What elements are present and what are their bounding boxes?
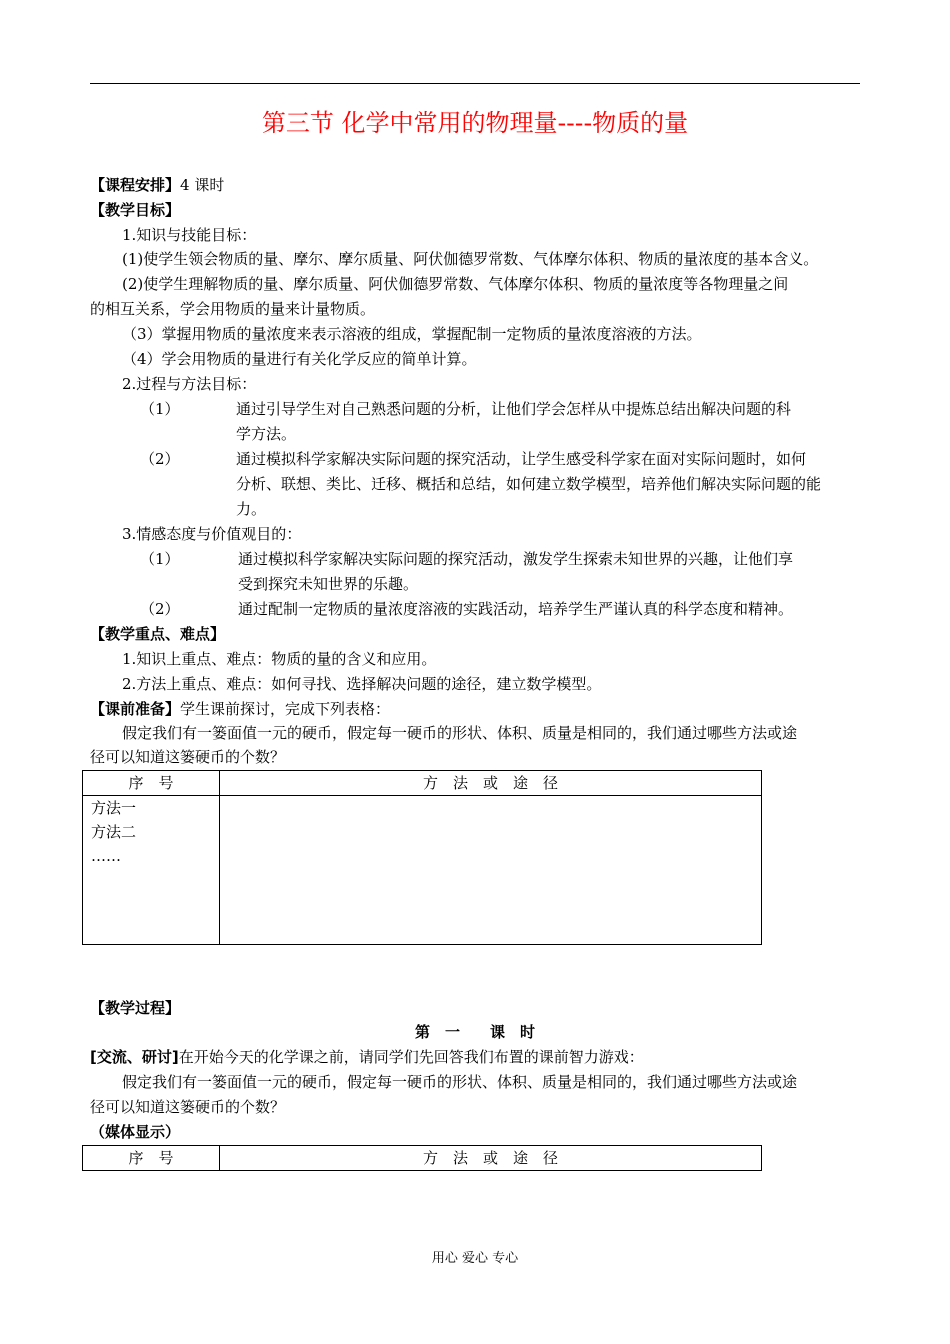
keypoint-item: 1.知识上重点、难点：物质的量的含义和应用。 [122, 650, 437, 668]
page-footer: 用心 爱心 专心 [431, 1251, 519, 1266]
goal3-item-text: 通过模拟科学家解决实际问题的探究活动，激发学生探索未知世界的兴趣，让他们享 [238, 550, 794, 568]
header-rule [90, 83, 860, 84]
page-title: 第三节 化学中常用的物理量----物质的量 [261, 109, 689, 137]
media-label: （媒体显示） [90, 1123, 181, 1141]
goal2-item-text: 力。 [236, 500, 267, 518]
prep-label: 【课前准备】 [90, 700, 181, 718]
process-question: 径可以知道这篓硬币的个数？ [90, 1098, 286, 1116]
prep-question: 假定我们有一篓面值一元的硬币，假定每一硬币的形状、体积、质量是相同的，我们通过哪些方法或途 [122, 724, 798, 742]
goals-heading: 【教学目标】 [90, 201, 181, 219]
prep-text: 学生课前探讨，完成下列表格： [180, 700, 391, 718]
prep-question: 径可以知道这篓硬币的个数？ [90, 748, 286, 766]
table-cell-text: …… [91, 847, 121, 865]
schedule-value: 4 课时 [180, 176, 225, 194]
goal2-item-text: 分析、联想、类比、迁移、概括和总结，如何建立数学模型，培养他们解决实际问题的能 [236, 475, 822, 493]
schedule-line [90, 174, 224, 196]
goal1-item: （4）学会用物质的量进行有关化学反应的简单计算。 [122, 350, 477, 368]
goal1-title: 1.知识与技能目标： [122, 226, 257, 244]
goal3-item-num: （1） [140, 550, 180, 568]
keypoint-item: 2.方法上重点、难点：如何寻找、选择解决问题的途径，建立数学模型。 [122, 675, 602, 693]
table-header-row [83, 771, 762, 796]
discuss-line [90, 1046, 644, 1068]
discuss-label: [交流、研讨] [90, 1048, 179, 1066]
methods-table-2 [82, 1145, 762, 1171]
goal1-item: (2)使学生理解物质的量、摩尔质量、阿伏伽德罗常数、气体摩尔体积、物质的量浓度等各物理量之间 [122, 275, 789, 293]
lesson-title: 第 一 课 时 [414, 1023, 535, 1041]
discuss-text: 在开始今天的化学课之前，请同学们先回答我们布置的课前智力游戏： [178, 1048, 644, 1066]
goal3-item-num: （2） [140, 600, 180, 618]
table-row [83, 796, 762, 945]
process-question: 假定我们有一篓面值一元的硬币，假定每一硬币的形状、体积、质量是相同的，我们通过哪些方法或途 [122, 1073, 798, 1091]
table-header-col1: 序 号 [83, 771, 220, 796]
goal3-title: 3.情感态度与价值观目的： [122, 525, 302, 543]
prep-line [90, 698, 390, 720]
goal1-item: 的相互关系，学会用物质的量来计量物质。 [90, 300, 376, 318]
keypoints-heading: 【教学重点、难点】 [90, 625, 226, 643]
table-cell-empty [220, 796, 762, 945]
table-cell-text: 方法一 [91, 799, 137, 817]
goal2-item-num: （1） [140, 400, 180, 418]
methods-table [82, 770, 762, 945]
table-cell-text: 方法二 [91, 823, 137, 841]
table-header-col2: 方 法 或 途 径 [220, 1146, 762, 1171]
goal3-item-text: 通过配制一定物质的量浓度溶液的实践活动，培养学生严谨认真的科学态度和精神。 [238, 600, 794, 618]
table-header-col2: 方 法 或 途 径 [220, 771, 762, 796]
table-header-col1: 序 号 [83, 1146, 220, 1171]
table-header-row [83, 1146, 762, 1171]
goal2-item-text: 通过引导学生对自己熟悉问题的分析，让他们学会怎样从中提炼总结出解决问题的科 [236, 400, 792, 418]
schedule-label: 【课程安排】 [90, 176, 181, 194]
goal2-item-num: （2） [140, 450, 180, 468]
table-cell-methods [83, 796, 220, 945]
goal3-item-text: 受到探究未知世界的乐趣。 [238, 575, 419, 593]
goal2-item-text: 通过模拟科学家解决实际问题的探究活动，让学生感受科学家在面对实际问题时，如何 [236, 450, 807, 468]
goal2-item-text: 学方法。 [236, 425, 297, 443]
goal1-item: （3）掌握用物质的量浓度来表示溶液的组成，掌握配制一定物质的量浓度溶液的方法。 [122, 325, 702, 343]
goal2-title: 2.过程与方法目标： [122, 375, 257, 393]
process-heading: 【教学过程】 [90, 999, 181, 1017]
goal1-item: (1)使学生领会物质的量、摩尔、摩尔质量、阿伏伽德罗常数、气体摩尔体积、物质的量浓度的基本含义。 [122, 250, 819, 268]
